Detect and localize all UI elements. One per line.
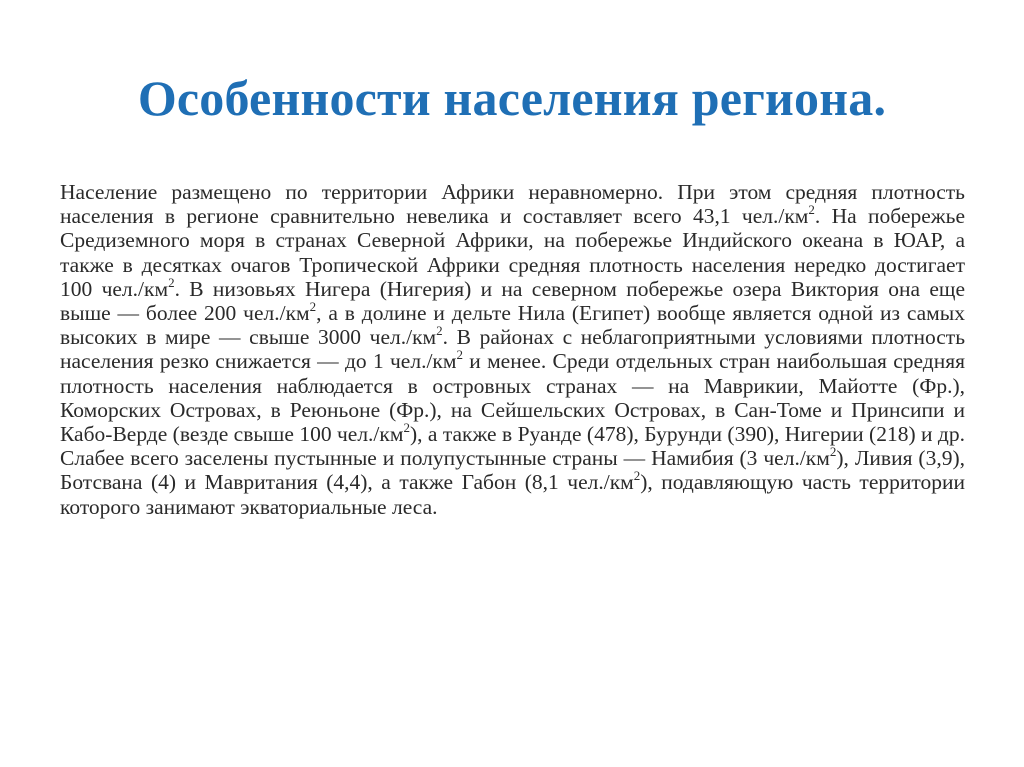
slide-title: Особенности населения региона. — [137, 70, 887, 126]
superscript: 2 — [403, 419, 410, 435]
body-text-segment: , а в долине и дельте Нила (Египет) вообще является одной из самых высоких в мире — свыше 3000 чел./км — [60, 301, 965, 350]
superscript: 2 — [829, 444, 837, 460]
body-text-segment: . В районах с неблагоприятными условиями плотность населения резко снижается — до 1 чел./км — [60, 325, 965, 374]
superscript: 2 — [309, 298, 317, 314]
superscript: 2 — [168, 274, 175, 290]
body-text-segment: ), Ливия (3,9), Ботсвана (4) и Мавритания (4,4), а также Габон (8,1 чел./км — [60, 446, 965, 495]
slide-body-text — [60, 180, 965, 519]
body-text-segment: ), подавляющую часть территории которого занимают экваториальные леса. — [60, 470, 965, 519]
superscript: 2 — [436, 323, 443, 339]
bottom-bar — [0, 744, 1024, 767]
body-text-segment: Население размещено по территории Африки неравномерно. При этом средняя плотность населения в регионе сравнительно невелика и составляет всего 43,1 чел./км — [60, 180, 965, 229]
superscript: 2 — [808, 202, 815, 218]
body-text-segment: и менее. Среди отдельных стран наибольшая средняя плотность населения наблюдается в островных странах — на Маврикии, Майотте (Фр.), Коморских Островах, в Реюньоне (Фр.), на Сейшельских Островах, в Сан-Томе и Принсипи и Кабо-Верде (везде свыше 100 чел./км — [60, 349, 965, 447]
superscript: 2 — [456, 347, 463, 363]
body-text-segment: . В низовьях Нигера (Нигерия) и на северном побережье озера Виктория она еще выше — более 200 чел./км — [60, 276, 966, 326]
body-text-segment: ), а также в Руанде (478), Бурунди (390), Нигерии (218) и др. Слабее всего заселены пустынные и полупустынные страны — Намибия (3 чел./км — [60, 422, 965, 471]
body-text-segment: . На побережье Средиземного моря в странах Северной Африки, на побережье Индийского океана в ЮАР, а также в десятках очагов Тропической Африки средняя плотность населения нередко достигает 100 чел./км — [60, 204, 965, 301]
superscript: 2 — [633, 468, 641, 484]
